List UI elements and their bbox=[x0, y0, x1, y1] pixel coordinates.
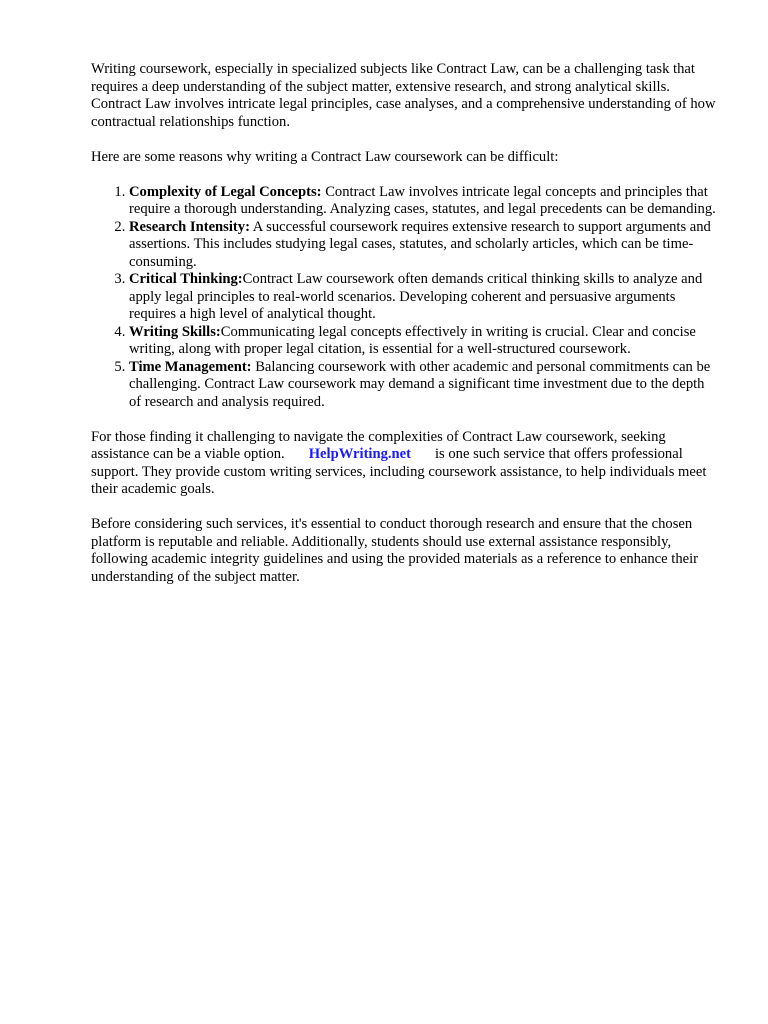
reason-term: Research Intensity: bbox=[129, 218, 250, 235]
list-item bbox=[129, 271, 719, 324]
list-item bbox=[129, 359, 719, 412]
list-item bbox=[129, 324, 719, 359]
reasons-lead: Here are some reasons why writing a Contract Law coursework can be difficult: bbox=[91, 148, 559, 165]
reason-term: Time Management: bbox=[129, 358, 252, 375]
reason-term: Critical Thinking: bbox=[129, 271, 243, 287]
closing-paragraph: Before considering such services, it's essential to conduct thorough research and ensure that the chosen platform is reputable and reliable. Additionally, students should use external assistance responsibly, following academic integrity guidelines and using the provided materials as a reference to enhance their understanding of the subject matter. bbox=[91, 516, 699, 585]
helpwriting-link[interactable]: HelpWriting.net bbox=[308, 446, 411, 462]
intro-paragraph: Writing coursework, especially in specialized subjects like Contract Law, can be a challenging task that requires a deep understanding of the subject matter, extensive research, and strong analytical skills. Contract Law involves intricate legal principles, case analyses, and a comprehensive understanding of how contractual relationships function. bbox=[91, 61, 716, 130]
reasons-list bbox=[91, 184, 719, 412]
reason-term: Writing Skills: bbox=[129, 323, 221, 340]
document-page bbox=[91, 61, 719, 604]
list-item bbox=[129, 219, 719, 272]
reason-text: Balancing coursework with other academic and personal commitments can be challenging. Contract Law coursework may demand a significant time investment due to the depth of research and analysis required. bbox=[129, 358, 711, 410]
reason-text: Contract Law involves intricate legal concepts and principles that require a thorough understanding. Analyzing cases, statutes, and legal precedents can be demanding. bbox=[129, 183, 716, 217]
assistance-paragraph bbox=[91, 429, 719, 499]
list-item bbox=[129, 184, 719, 219]
reason-text: Contract Law coursework often demands critical thinking skills to analyze and apply legal principles to real-world scenarios. Developing coherent and persuasive arguments requires a high level of analytical thought. bbox=[129, 271, 703, 322]
reason-text: Communicating legal concepts effectively in writing is crucial. Clear and concise writing, along with proper legal citation, is essential for a well-structured coursework. bbox=[129, 323, 696, 357]
assistance-text-before: For those finding it challenging to navigate the complexities of Contract Law coursework, seeking assistance can be a viable option. bbox=[91, 428, 666, 462]
reason-text: A successful coursework requires extensive research to support arguments and assertions. This includes studying legal cases, statutes, and scholarly articles, which can be time-consuming. bbox=[129, 218, 711, 270]
assistance-text-after: is one such service that offers professional support. They provide custom writing services, including coursework assistance, to help individuals meet their academic goals. bbox=[91, 446, 707, 497]
reason-term: Complexity of Legal Concepts: bbox=[129, 183, 322, 200]
